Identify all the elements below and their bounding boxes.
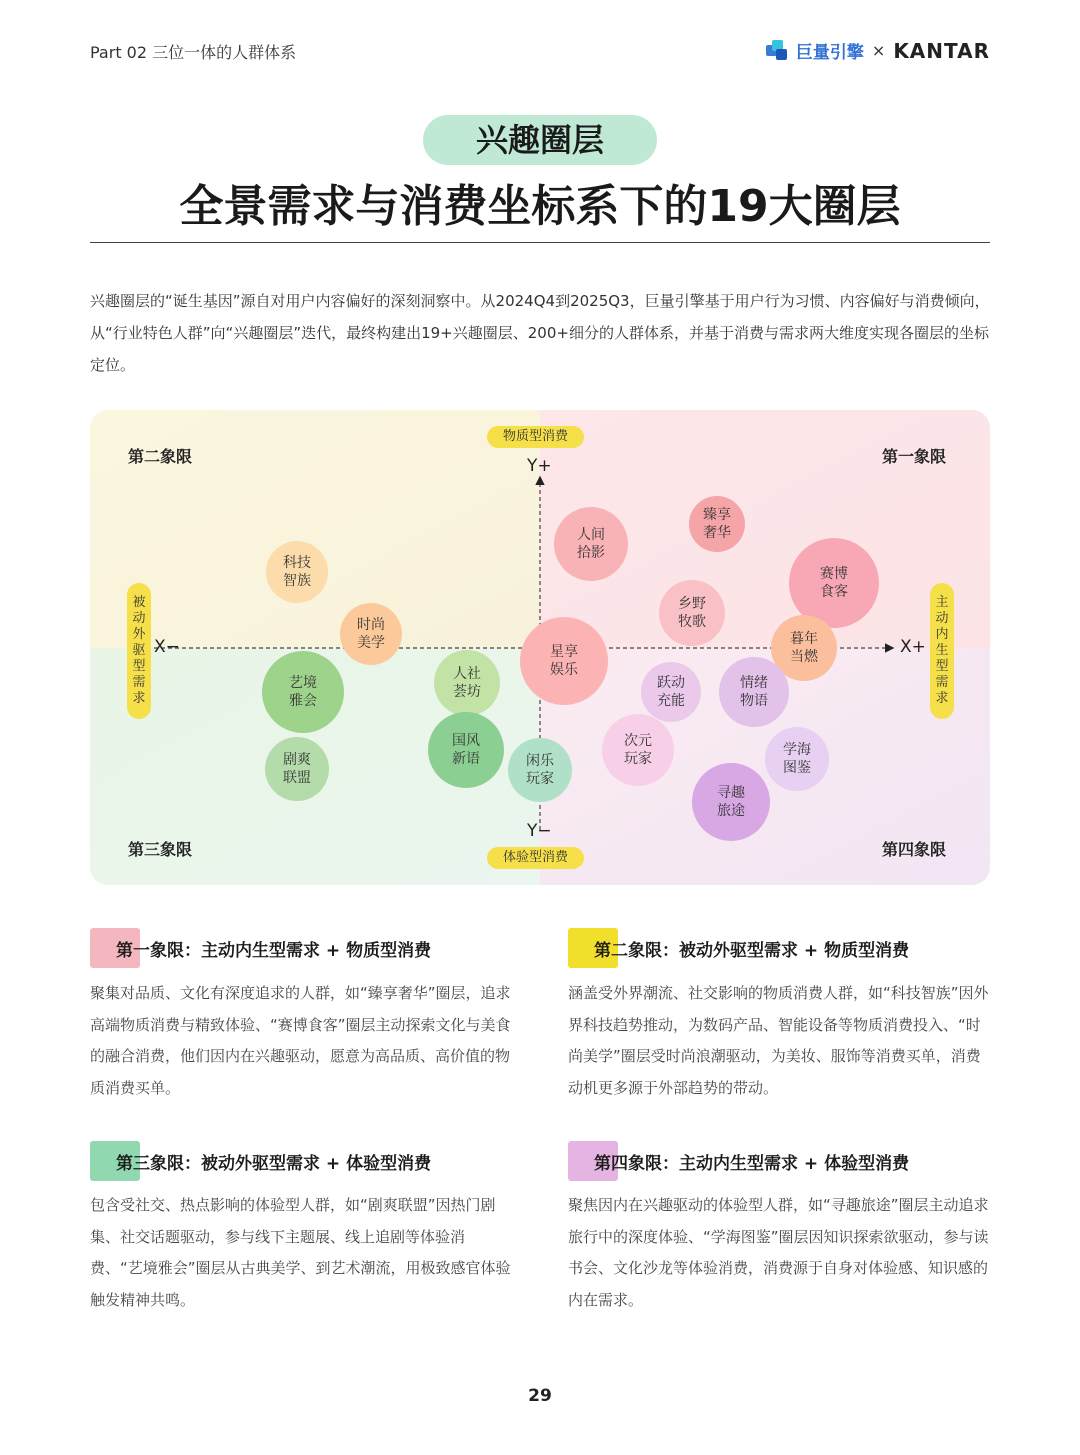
- x-minus-label: X−: [154, 637, 180, 657]
- circle-line-2: 当燃: [790, 649, 818, 665]
- circle-line-2: 玩家: [624, 751, 652, 767]
- circle-line-1: 乡野: [678, 596, 706, 612]
- circle-line-1: 臻享: [703, 507, 731, 523]
- circle-line-2: 图鉴: [783, 760, 811, 776]
- section-q1-title: 第一象限：主动内生型需求 + 物质型消费: [116, 940, 432, 961]
- section-q3-heading: [90, 1141, 455, 1181]
- section-q4-title: 第四象限：主动内生型需求 + 体验型消费: [594, 1153, 910, 1174]
- circle-xingxiang-yule: [520, 617, 608, 705]
- quadrant-2-label: 第二象限: [128, 447, 193, 466]
- axis-top-label: 物质型消费: [487, 426, 584, 448]
- circle-renshe-huifang: [434, 650, 500, 716]
- circle-line-1: 星享: [550, 644, 578, 660]
- quadrant-1-label: 第一象限: [882, 447, 947, 466]
- axis-bottom-label: 体验型消费: [487, 847, 584, 869]
- axis-left-label: 被动外驱型需求: [127, 583, 151, 719]
- circle-line-2: 牧歌: [678, 614, 706, 630]
- quadrant-chart: [90, 410, 990, 885]
- circle-line-2: 旅途: [717, 803, 745, 819]
- circle-guofeng-xinyu: [428, 712, 504, 788]
- brand-logo-icon: [766, 40, 788, 62]
- circle-jushuang-lianmeng: [265, 737, 329, 801]
- circle-shishang-meixue: [340, 603, 402, 665]
- brand-times: ×: [871, 41, 886, 60]
- circle-line-1: 情绪: [740, 675, 768, 691]
- partner-name: KANTAR: [893, 38, 990, 63]
- circle-line-1: 学海: [783, 742, 811, 758]
- circle-line-1: 闲乐: [526, 753, 554, 769]
- circle-line-1: 艺境: [289, 675, 317, 691]
- circle-line-2: 雅会: [289, 693, 317, 709]
- section-pill-title: 兴趣圈层: [423, 115, 657, 165]
- circle-line-2: 物语: [740, 693, 768, 709]
- circle-line-1: 人社: [453, 666, 481, 682]
- circle-line-1: 暮年: [790, 631, 818, 647]
- circle-line-2: 拾影: [577, 545, 605, 561]
- brand-logo: [766, 38, 990, 63]
- quadrant-3-label: 第三象限: [128, 840, 193, 859]
- circle-yijing-yahui: [262, 651, 344, 733]
- circle-line-2: 智族: [283, 573, 311, 589]
- circle-qingxu-wuyu: [719, 657, 789, 727]
- circle-line-1: 次元: [624, 733, 652, 749]
- circle-line-1: 寻趣: [717, 785, 745, 801]
- section-q2-title: 第二象限：被动外驱型需求 + 物质型消费: [594, 940, 910, 961]
- circle-line-2: 新语: [452, 751, 480, 767]
- circle-line-2: 玩家: [526, 771, 554, 787]
- circle-line-1: 跃动: [657, 675, 685, 691]
- y-plus-label: Y+: [527, 456, 552, 476]
- y-minus-label: Y−: [527, 821, 552, 841]
- section-q2-heading: [568, 928, 933, 968]
- circle-xunqu-lvtu: [692, 763, 770, 841]
- circle-yuedong-chongneng: [641, 662, 701, 722]
- circle-keji-zhizu: [266, 541, 328, 603]
- x-plus-label: X+: [900, 637, 926, 657]
- section-q1-heading: [90, 928, 455, 968]
- circle-line-2: 食客: [820, 584, 848, 600]
- circle-line-2: 荟坊: [453, 684, 481, 700]
- circle-ciyuan-wanjia: [602, 714, 674, 786]
- section-q3-title: 第三象限：被动外驱型需求 + 体验型消费: [116, 1153, 432, 1174]
- circle-zhenxiang-shehua: [689, 496, 745, 552]
- circle-line-1: 科技: [283, 555, 311, 571]
- title-divider: [90, 242, 990, 243]
- circle-line-1: 剧爽: [283, 752, 311, 768]
- axis-right-label: 主动内生型需求: [930, 583, 954, 719]
- circle-line-2: 奢华: [703, 525, 731, 541]
- circle-line-2: 联盟: [283, 770, 311, 786]
- quadrant-4-label: 第四象限: [882, 840, 947, 859]
- brand-name: 巨量引擎: [795, 43, 864, 63]
- section-q2-body: 涵盖受外界潮流、社交影响的物质消费人群，如“科技智族”因外界科技趋势推动，为数码产品、智能设备等物质消费投入、“时尚美学”圈层受时尚浪潮驱动，为美妆、服饰等消费买单，消费动机更多源于外部趋势的带动。: [568, 984, 989, 1097]
- circle-line-1: 时尚: [357, 617, 385, 633]
- circle-xiangye-muge: [659, 580, 725, 646]
- circle-xianle-wanjia: [508, 738, 572, 802]
- circle-xuehai-tujian: [765, 727, 829, 791]
- section-q1-body: 聚集对品质、文化有深度追求的人群，如“臻享奢华”圈层，追求高端物质消费与精致体验、“赛博食客”圈层主动探索文化与美食的融合消费，他们因内在兴趣驱动，愿意为高品质、高价值的物质消费买单。: [90, 984, 511, 1097]
- section-q4-heading: [568, 1141, 933, 1181]
- circle-line-1: 赛博: [820, 566, 848, 582]
- section-q3-body: 包含受社交、热点影响的体验型人群，如“剧爽联盟”因热门剧集、社交话题驱动，参与线下主题展、线上追剧等体验消费、“艺境雅会”圈层从古典美学、到艺术潮流，用极致感官体验触发精神共鸣。: [90, 1196, 511, 1309]
- circle-line-2: 美学: [357, 635, 385, 651]
- circle-line-1: 国风: [452, 733, 480, 749]
- page-number: 29: [528, 1386, 552, 1406]
- circle-line-2: 娱乐: [550, 662, 578, 678]
- section-q4-body: 聚焦因内在兴趣驱动的体验型人群，如“寻趣旅途”圈层主动追求旅行中的深度体验、“学海图鉴”圈层因知识探索欲驱动，参与读书会、文化沙龙等体验消费，消费源于自身对体验感、知识感的内在需求。: [568, 1196, 989, 1309]
- circle-line-1: 人间: [577, 527, 605, 543]
- intro-paragraph: 兴趣圈层的“诞生基因”源自对用户内容偏好的深刻洞察中。从2024Q4到2025Q3，巨量引擎基于用户行为习惯、内容偏好与消费倾向，从“行业特色人群”向“兴趣圈层”迭代，最终构建出19+兴趣圈层、200+细分的人群体系，并基于消费与需求两大维度实现各圈层的坐标定位。: [90, 292, 990, 374]
- circle-renjian-shiying: [554, 507, 628, 581]
- circle-line-2: 充能: [657, 693, 685, 709]
- page-title: 全景需求与消费坐标系下的19大圈层: [179, 181, 901, 232]
- section-breadcrumb: Part 02 三位一体的人群体系: [90, 43, 297, 62]
